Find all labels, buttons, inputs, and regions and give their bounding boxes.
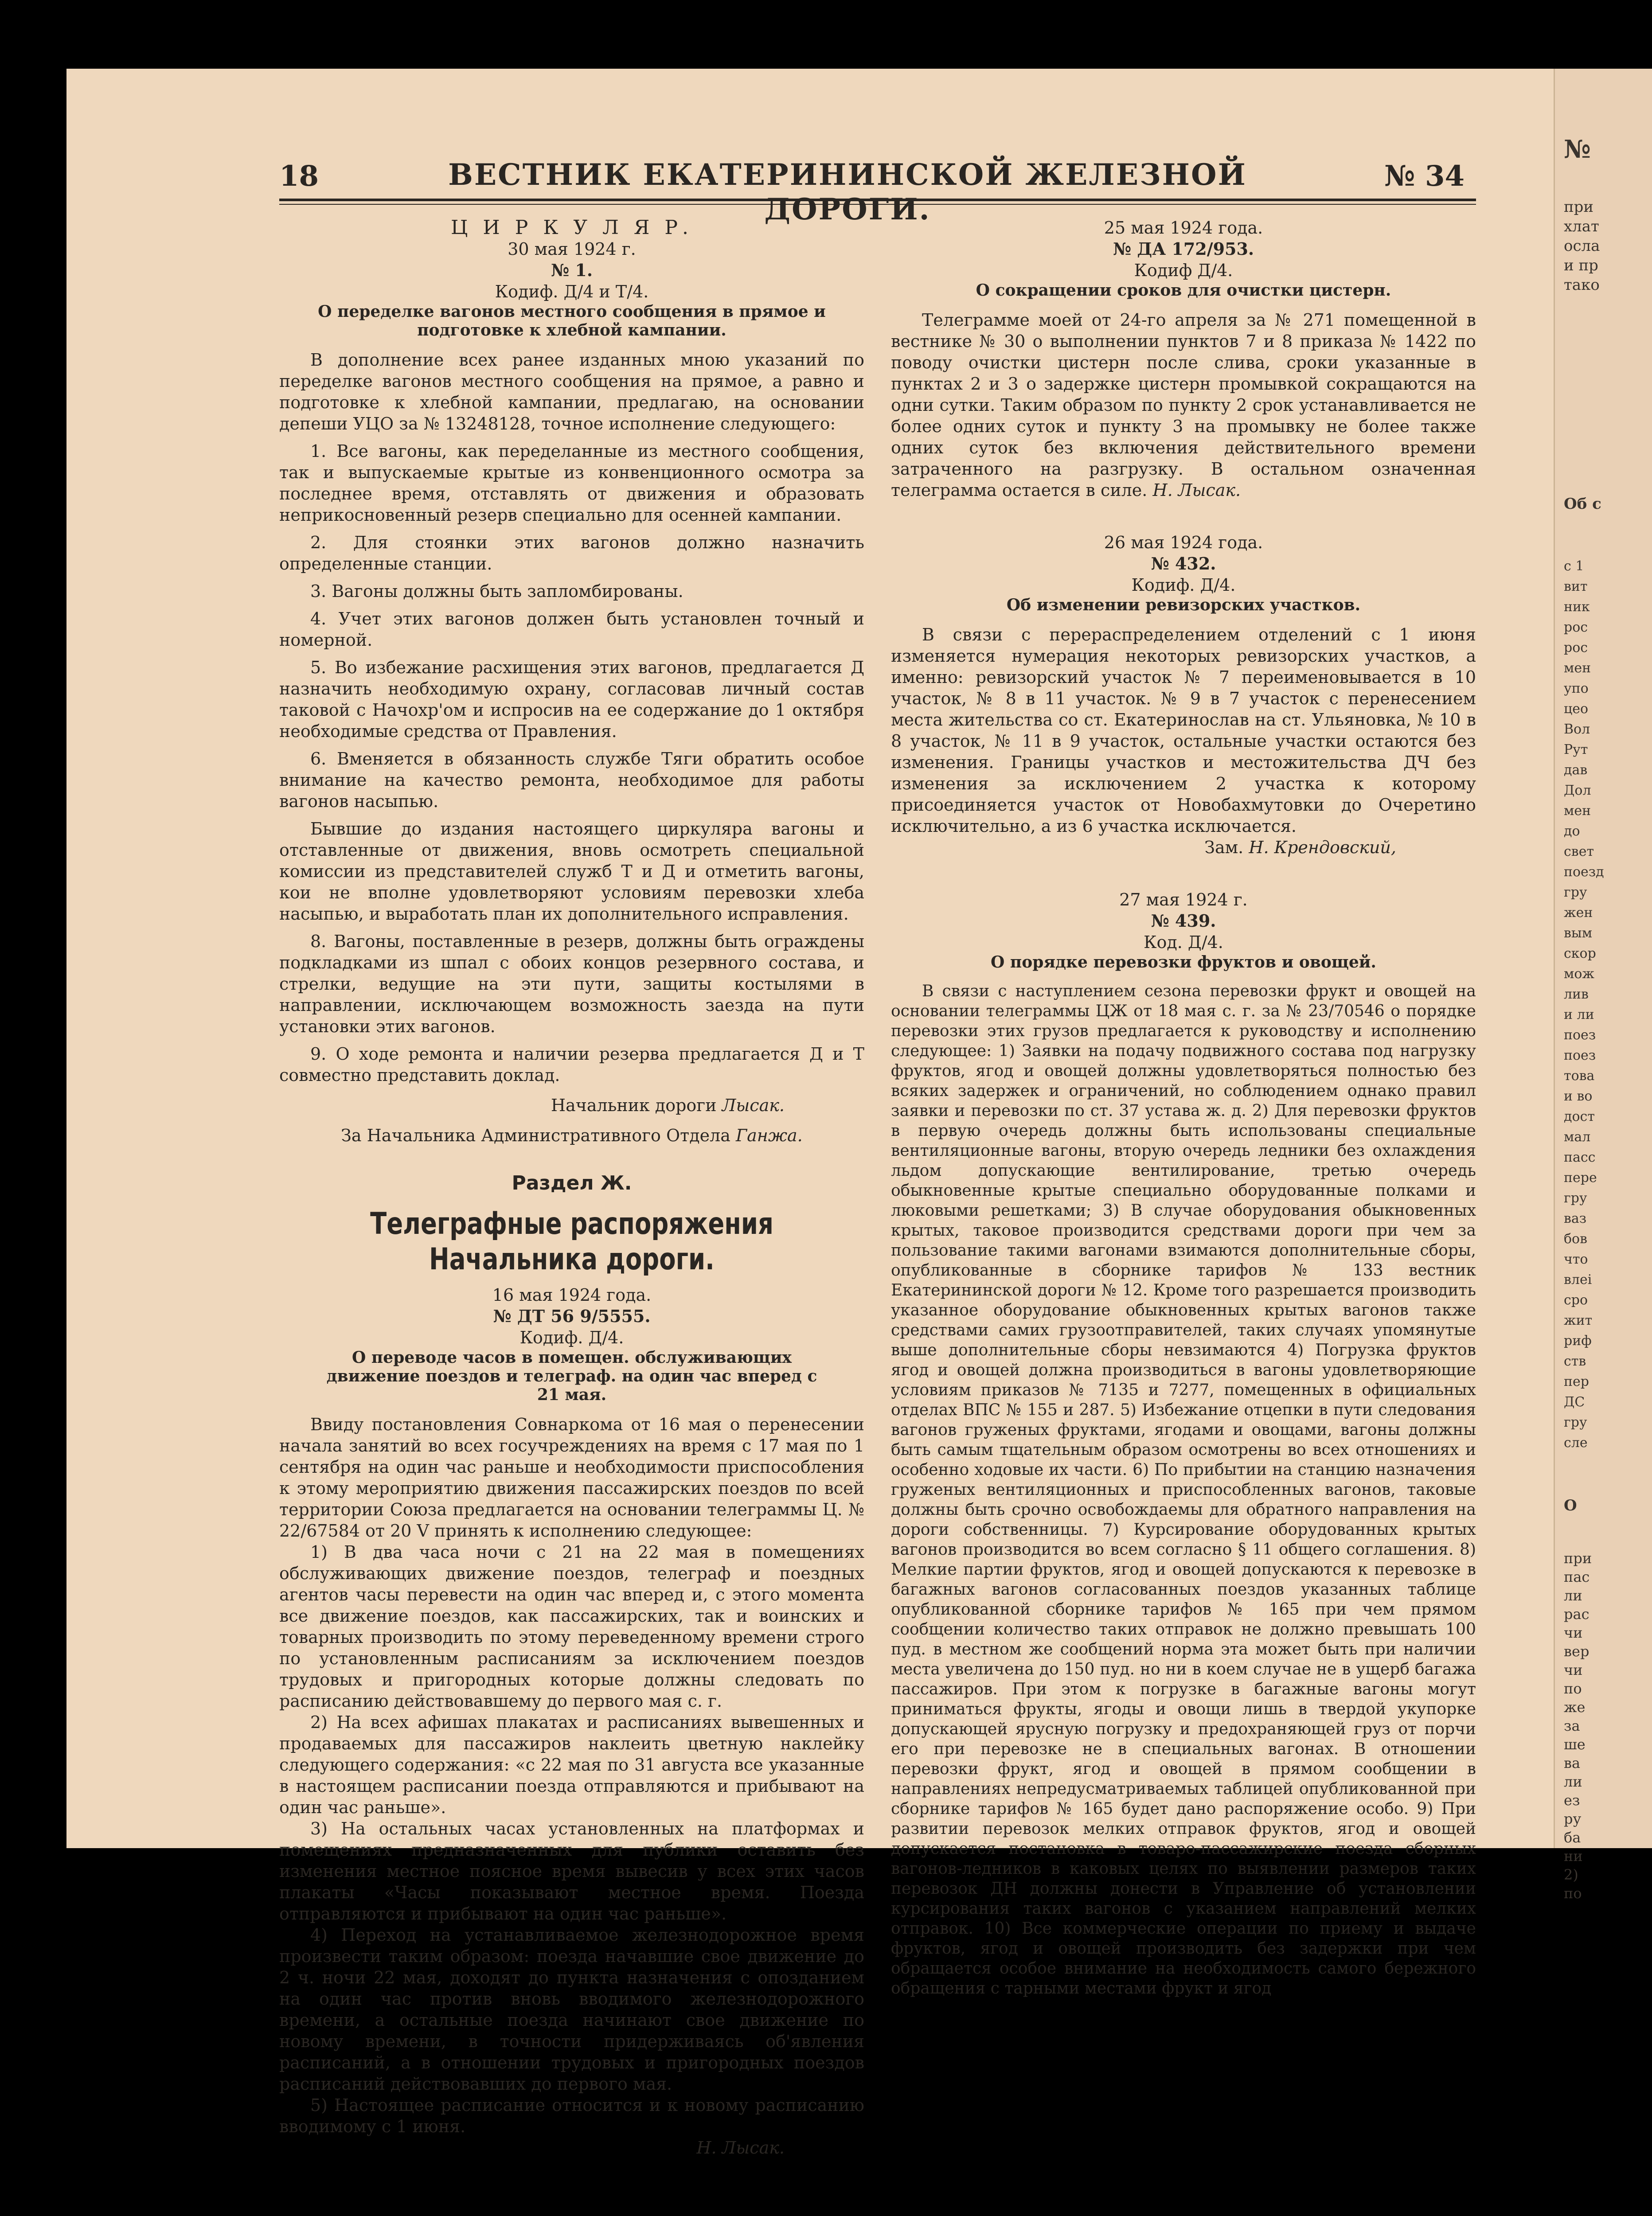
order-cisterns-number: № ДА 172/953. [1113,239,1254,259]
circular-item: 6. Вменяется в обязанность службе Тяги обратить особое внимание на качество ремонта, необходимое для работы вагонов насыпью. [279,749,864,811]
section-label: Раздел Ж. [512,1172,632,1194]
order-fruits-code: Код. Д/4. [1144,932,1223,952]
circular-heading: О переделке вагонов местного сообщения в прямое и подготовке к хлебной кампании. [318,302,826,339]
order-hours [279,1284,864,2158]
circular-intro: В дополнение всех ранее изданных мною указаний по переделке вагонов местного сообщения на прямое, а равно и подготовке к хлебной кампании, предлагаю, на основании депеши УЦО за № 13248128, точное исполнение следующего: [279,350,864,433]
order-fruits [891,889,1476,1998]
adjacent-page-edge [1554,69,1652,1902]
right-column [891,217,1476,1998]
circular-item: 4. Учет этих вагонов должен быть установлен точный и номерной. [279,609,864,650]
order-cisterns-body: Телеграмме моей от 24-го апреля за № 271 помещенной в вестнике № 30 о выполнении пунктов 7 и 8 приказа № 1422 по поводу очистки цистерн после слива, сроки указанные в пунктах 2 и 3 о задержке цистерн промывкой сокращаются на одни сутки. Таким образом по пункту 2 срок устанавливается не более одних суток и пункту 3 на промывку не более также одних суток без включения действительного времени затраченного на разгрузку. В остальном означенная телеграмма остается в силе. Н. Лысак. [891,310,1476,500]
circular-code: Кодиф. Д/4 и Т/4. [495,282,649,301]
order-hours-paragraph: Ввиду постановления Совнаркома от 16 мая о перенесении начала занятий во всех госучреждениях на время с 17 мая по 1 сентября на один час раньше и необходимости приспособления к этому мероприятию движения пассажирских поездов по всей территории Союза предлагается на основании телеграммы Ц. № 22/67584 от 20 V принять к исполнению следующее: [279,1415,864,1541]
circular-date: 30 мая 1924 г. [508,239,636,259]
circular-title: Ц И Р К У Л Я Р. [451,216,693,239]
order-districts-body: В связи с перераспределением отделений с 1 июня изменяется нумерация некоторых ревизорских участков, а именно: ревизорский участок № 7 переименовывается в 10 участок, № 8 в 11 участок. № 9 в 7 участок с перенесением места жительства со ст. Екатеринослав на ст. Ульяновка, № 10 в 8 участок, № 11 в 9 участок, остальные участки остаются без изменения. Границы участков и местожительства ДЧ без изменения за исключением 2 участка к которому присоединяется участок от Новобахмутовки до Очеретино исключительно, а из 6 участка исключается. [891,625,1476,836]
journal-title: ВЕСТНИК ЕКАТЕРИНИНСКОЙ ЖЕЛЕЗНОЙ ДОРОГИ. [448,157,1247,226]
order-hours-code: Кодиф. Д/4. [519,1328,624,1347]
order-fruits-number: № 439. [1151,911,1216,931]
order-fruits-date: 27 мая 1924 г. [1119,890,1248,909]
order-hours-paragraph: 5) Настоящее расписание относится и к новому расписанию вводимому с 1 июня. [279,2095,864,2136]
left-column [279,217,864,2158]
circular-signature-2: За Начальника Административного Отдела Ганжа. [341,1126,803,1145]
circular-item: 2. Для стоянки этих вагонов должно назначить определенные станции. [279,533,864,574]
circular-item: Бывшие до издания настоящего циркуляра вагоны и отставленные от движения, вновь осмотреть специальной комиссии из представителей служб Т и Д и отметить вагоны, кои не вполне удовлетворяют условиям перевозки хлеба насыпью, и выработать план их дополнительного исправления. [279,819,864,924]
circular-item: 3. Вагоны должны быть запломбированы. [310,581,683,601]
order-cisterns-code: Кодиф Д/4. [1134,261,1233,280]
adjacent-header-fragment: № [1564,135,1591,164]
order-hours-number: № ДТ 56 9/5555. [493,1306,651,1326]
circular-item: 5. Во избежание расхищения этих вагонов, предлагается Д назначить необходимую охрану, согласовав личный состав таковой с Начохр'ом и испросив на ее содержание до 1 октября необходимые средства от Правления. [279,658,864,741]
order-hours-paragraph: 2) На всех афишах плакатах и расписаниях вывешенных и продаваемых для пассажиров наклеить цветную наклейку следующего содержания: «с 22 мая по 31 августа все указанные в настоящем расписании поезда отправляются и прибывают на один час раньше». [279,1713,864,1817]
order-hours-paragraph: 1) В два часа ночи с 21 на 22 мая в помещениях обслуживающих движение поездов, телеграф и поездных агентов часы перевести на один час вперед и, с этого момента все движение поездов, как пассажирских, так и воинских и товарных производить по этому переведенному времени строго по установленным расписаниям за исключением поездов трудовых и пригородных которые должны следовать по расписанию действовавшему до первого мая с. г. [279,1542,864,1711]
order-hours-paragraph: 4) Переход на устанавливаемое железнодорожное время произвести таким образом: поезда начавшие свое движение до 2 ч. ночи 22 мая, доходят до пункта назначения с опозданием на один час против вновь вводимого железнодорожного времени, а остальные поезда начинают свое движение по новому времени, в точности придерживаясь об'явления расписаний, а в отношении трудовых и пригородных поездов расписаний действовавших до первого мая. [279,1925,864,2094]
order-hours-heading: О переводе часов в помещен. обслуживающих движение поездов и телеграф. на один час вперед с 21 мая. [326,1348,817,1404]
order-hours-paragraph: 3) На остальных часах установленных на платформах и помещениях предназначенных для публики оставить без изменения местное поясное время вывесив у всех этих часов плакаты «Часы показывают местное время. Поезда отправляются и прибывают на один час раньше». [279,1819,864,1923]
header-rule-thin [279,204,1476,205]
circular-signature-1: Начальник дороги Лысак. [551,1096,785,1115]
section-title: Телеграфные распоряжения Начальника дороги. [370,1206,773,1277]
page-number: 18 [279,160,319,193]
order-districts-date: 26 мая 1924 года. [1104,533,1263,552]
order-fruits-body: В связи с наступлением сезона перевозки фрукт и овощей на основании телеграммы ЦЖ от 18 мая с. г. за № 23/70546 о порядке перевозки этих грузов предлагается к руководству и исполнению следующее: 1) Заявки на подачу подвижного состава под нагрузку фруктов, ягод и овощей должны удовлетворяться полностью без всяких задержек и ограничений, но соблюдением однако правил заявки и перевозки по ст. 37 устава ж. д. 2) Для перевозки фруктов в первую очередь должны быть использованы специальные вентиляционные вагоны, вторую очередь ледники без охлаждения льдом допускающие вентилирование, третью очередь обыкновенные крытые специально оборудованные полками и люковыми решетками; 3) В случае оборудования обыкновенных крытых, таковое производится средствами дороги при чем за пользование такими вагонами взимаются дополнительные сборы, опубликованные в сборнике тарифов № 133 вестник Екатерининской дороги № 12. Кроме того разрешается производить указанное оборудование обыкновенных крытых вагонов также средствами самих грузоотправителей, таких случаях упомянутые выше дополнительные сборы невзимаются 4) Погрузка фруктов ягод и овощей должна производиться в вагоны удовлетворяющие условиям приказов № 7135 и 7277, помещенных в официальных отделах ВПС № 155 и 287. 5) Избежание отцепки в пути следования вагонов груженых фруктами, ягодами и овощами, вагоны должны быть самым тщательным образом осмотрены во всех отношениях и особенно ходовые их части. 6) По прибытии на станцию назначения груженых вентиляционных и приспособленных вагонов, таковые должны быть срочно освобождаемы для обратного направления на дороги собственницы. 7) Курсирование оборудованных крытых вагонов производится во всем согласно § 11 общего соглашения. 8) Мелкие партии фруктов, ягод и овощей допускаются к перевозке в багажных вагонов согласованных поездов указанных таблице опубликованной сборнике тарифов № 165 при чем прямом сообщении количество таких отправок не должно превышать 100 пуд. в местном же сообщений норма эта может быть при наличии места увеличена до 150 пуд. но ни в коем случае не в ущерб багажа пассажиров. При этом к погрузке в багажные вагоны могут приниматься фрукты, ягоды и овощи лишь в твердой укупорке допускающей ярусную погрузку и предохраняющей груз от порчи его при перевозке не в специальных вагонах. В отношении перевозки фрукт, ягод и овощей в прямом сообщении в направлениях непредусматриваемых таблицей опубликованной при сборнике тарифов № 165 будет дано распоряжение особо. 9) При развитии перевозок мелких отправок фруктов, ягод и овощей допускается постановка в товаро-пассажирские поезда сборных вагонов-ледников в каковых целях по выявлении размеров таких перевозок ДН должны донести в Управление об установлении курсирования таких вагонов с указанием направлений мелких отправок. 10) Все коммерческие операции по приему и выдаче фруктов, ягод и овощей производить без задержки при чем обращается особое внимание на необходимость самого бережного обращения с тарными местами фрукт и ягод [891,982,1476,1998]
order-cisterns [891,217,1476,501]
order-cisterns-date: 25 мая 1924 года. [1104,218,1263,238]
circular-item: 8. Вагоны, поставленные в резерв, должны быть ограждены подкладками из шпал с обоих концов резервного состава, и стрелки, ведущие на эти пути, защиты костылями в направлении, исключающем возможность заезда на пути установки этих вагонов. [279,932,864,1036]
adjacent-heading-fragment: Об с [1564,495,1601,513]
order-districts-signature: Зам. Н. Крендовский, [1204,838,1396,857]
order-cisterns-heading: О сокращении сроков для очистки цистерн. [976,281,1391,300]
order-hours-date: 16 мая 1924 года. [492,1285,652,1305]
circular-number: № 1. [551,260,593,280]
order-fruits-heading: О порядке перевозки фруктов и овощей. [991,953,1376,971]
adjacent-lines-mid: с 1 вит ник рос рос мен упо цео Вол Рут дав Дол мен до свет поезд гру жен вым скор мож лив и ли поез поез това и во дост мал пасс пере гру ваз бов что влеі сро жит риф ств пер ДС гру сле [1564,558,1604,1451]
adjacent-heading2-fragment: О [1564,1497,1577,1514]
order-districts [891,532,1476,858]
order-hours-signature: Н. Лысак. [696,2138,785,2157]
issue-number: № 34 [1384,160,1465,193]
header-rule [279,199,1476,201]
circular [279,217,864,1146]
order-districts-heading: Об изменении ревизорских участков. [1006,596,1361,614]
circular-item: 9. О ходе ремонта и наличии резерва предлагается Д и Т совместно представить доклад. [279,1044,864,1085]
adjacent-lines-bottom: при пас ли рас чи вер чи по же за ше ва ли ез ру ба ни 2) по [1564,1550,1592,1902]
order-districts-number: № 432. [1151,554,1216,574]
circular-item: 1. Все вагоны, как переделанные из местного сообщения, так и выпускаемые крытые из конвенционного осмотра за последнее время, отставлять от движения и образовать неприкосновенный резерв специально для осенней кампании. [279,441,864,525]
order-districts-code: Кодиф. Д/4. [1131,575,1236,595]
adjacent-lines-top: при хлат осла и пр тако [1564,198,1600,294]
